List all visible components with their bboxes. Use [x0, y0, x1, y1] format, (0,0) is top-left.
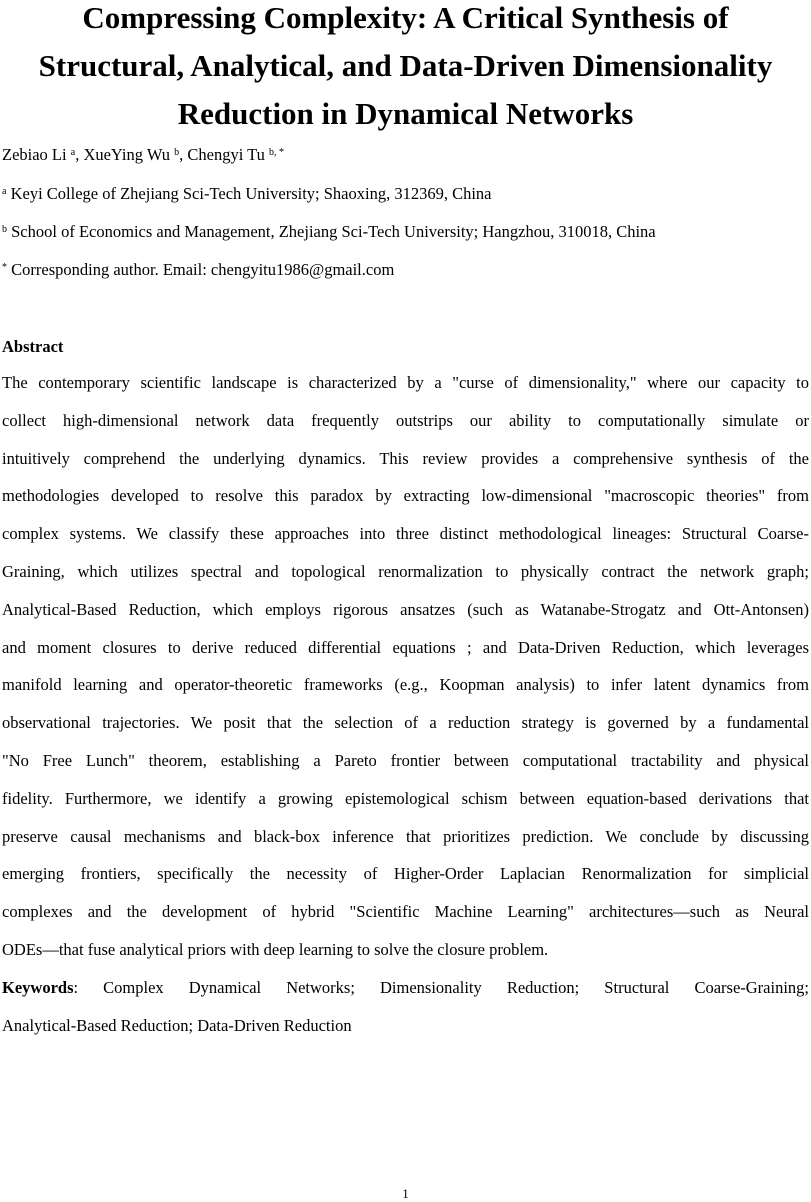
abstract-line: observational trajectories. We posit that the selection of a reduction strategy is governed by a fundamental [2, 713, 809, 733]
affiliation-b [2, 221, 656, 243]
keywords-line [2, 977, 809, 1015]
title-line: Compressing Complexity: A Critical Synthesis of [82, 0, 729, 35]
author-affil-mark: b, * [269, 147, 285, 158]
keywords-line: Analytical-Based Reduction; Data-Driven Reduction [2, 1015, 352, 1035]
abstract-line: and moment closures to derive reduced differential equations ; and Data-Driven Reduction, which leverages [2, 637, 809, 657]
affiliation-text: Corresponding author. Email: chengyitu1986@gmail.com [11, 260, 395, 279]
author-list [2, 144, 284, 166]
keywords-label: Keywords [2, 978, 74, 997]
paper-title [0, 0, 811, 138]
abstract-line: Graining, which utilizes spectral and topological renormalization to physically contract the network graph; [2, 561, 809, 581]
abstract-line: intuitively comprehend the underlying dynamics. This review provides a comprehensive synthesis of the [2, 448, 809, 468]
author-separator: , [179, 145, 188, 164]
affiliation-mark: a [2, 186, 7, 197]
abstract-line: Analytical-Based Reduction, which employs rigorous ansatzes (such as Watanabe-Strogatz and Ott-Antonsen) [2, 599, 809, 619]
abstract-line: methodologies developed to resolve this paradox by extracting low-dimensional "macroscopic theories" from [2, 486, 809, 506]
abstract-line: emerging frontiers, specifically the necessity of Higher-Order Laplacian Renormalization for simplicial [2, 864, 809, 884]
abstract-line: fidelity. Furthermore, we identify a growing epistemological schism between equation-based derivations that [2, 788, 809, 808]
affiliation-mark: * [2, 262, 7, 273]
affiliation-text: School of Economics and Management, Zhejiang Sci-Tech University; Hangzhou, 310018, China [11, 222, 656, 241]
abstract-line: The contemporary scientific landscape is characterized by a "curse of dimensionality," where our capacity to [2, 373, 809, 392]
affiliation-text: Keyi College of Zhejiang Sci-Tech University; Shaoxing, 312369, China [10, 184, 492, 203]
author-name: Zebiao Li [2, 145, 67, 164]
author-separator: , [75, 145, 84, 164]
abstract-line: complexes and the development of hybrid "Scientific Machine Learning" architectures—such as Neural [2, 902, 809, 922]
affiliation-a [2, 183, 492, 205]
keywords [2, 977, 809, 1053]
page-number: 1 [402, 1186, 409, 1201]
author-name: XueYing Wu [83, 145, 171, 164]
abstract-heading: Abstract [2, 337, 64, 356]
title-line: Structural, Analytical, and Data-Driven Dimensionality [38, 48, 773, 83]
abstract-line: preserve causal mechanisms and black-box inference that prioritizes prediction. We conclude by discussing [2, 826, 809, 846]
title-line: Reduction in Dynamical Networks [177, 96, 634, 131]
affiliation-mark: b [2, 224, 7, 235]
abstract-line: collect high-dimensional network data frequently outstrips our ability to computationally simulate or [2, 410, 809, 430]
abstract-line: "No Free Lunch" theorem, establishing a Pareto frontier between computational tractability and physical [2, 750, 809, 770]
abstract-line: manifold learning and operator-theoretic frameworks (e.g., Koopman analysis) to infer latent dynamics from [2, 675, 809, 695]
author-name: Chengyi Tu [187, 145, 265, 164]
author-affil-mark: b [174, 147, 180, 158]
author-affil-mark: a [70, 147, 76, 158]
abstract-line: ODEs—that fuse analytical priors with deep learning to solve the closure problem. [2, 939, 549, 959]
corresponding-author [2, 259, 394, 281]
abstract-body [2, 372, 809, 977]
keywords-text: : Complex Dynamical Networks; Dimensionality Reduction; Structural Coarse-Graining; [73, 978, 809, 997]
abstract-line: complex systems. We classify these approaches into three distinct methodological lineages: Structural Coarse- [2, 524, 809, 544]
